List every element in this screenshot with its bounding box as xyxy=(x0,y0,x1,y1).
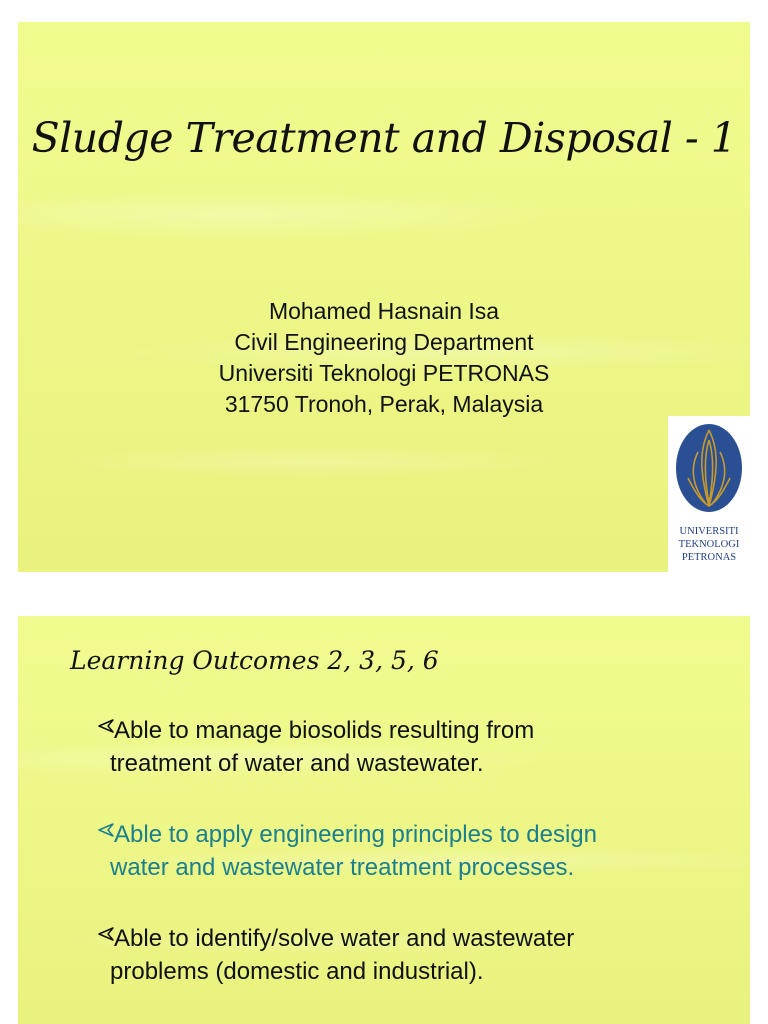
title-slide xyxy=(18,22,750,572)
outcome-1-line-2: treatment of water and wastewater. xyxy=(110,750,484,777)
logo-text-petronas: PETRONAS xyxy=(681,552,737,563)
learning-outcomes-heading: Learning Outcomes 2, 3, 5, 6 xyxy=(70,646,439,675)
author-department: Civil Engineering Department xyxy=(234,329,534,355)
logo-text-universiti: UNIVERSITI xyxy=(679,526,739,537)
outcome-bullet-2 xyxy=(100,818,720,884)
author-block xyxy=(18,296,750,420)
author-address: 31750 Tronoh, Perak, Malaysia xyxy=(224,391,544,417)
bullet-arrow-icon xyxy=(98,718,114,734)
outcome-3-line-1: Able to identify/solve water and wastewater xyxy=(114,925,575,952)
logo-text-teknologi: TEKNOLOGI xyxy=(678,539,740,550)
utp-emblem-icon xyxy=(668,416,750,572)
logo-oval xyxy=(676,424,742,512)
bullet-arrow-icon xyxy=(98,822,114,838)
bullet-arrow-icon xyxy=(98,926,114,942)
outcome-3-line-2: problems (domestic and industrial). xyxy=(110,958,484,985)
author-university: Universiti Teknologi PETRONAS xyxy=(218,360,550,386)
university-logo xyxy=(668,416,750,572)
outcome-2-line-1: Able to apply engineering principles to design xyxy=(114,821,597,848)
outcome-1-line-1: Able to manage biosolids resulting from xyxy=(114,717,535,744)
slide-title: Sludge Treatment and Disposal - 1 xyxy=(31,114,737,162)
author-name: Mohamed Hasnain Isa xyxy=(268,298,500,324)
learning-outcomes-slide xyxy=(18,616,750,1024)
outcome-bullet-3 xyxy=(100,922,720,988)
outcome-2-line-2: water and wastewater treatment processes. xyxy=(110,854,575,881)
outcome-bullet-1 xyxy=(100,714,720,780)
